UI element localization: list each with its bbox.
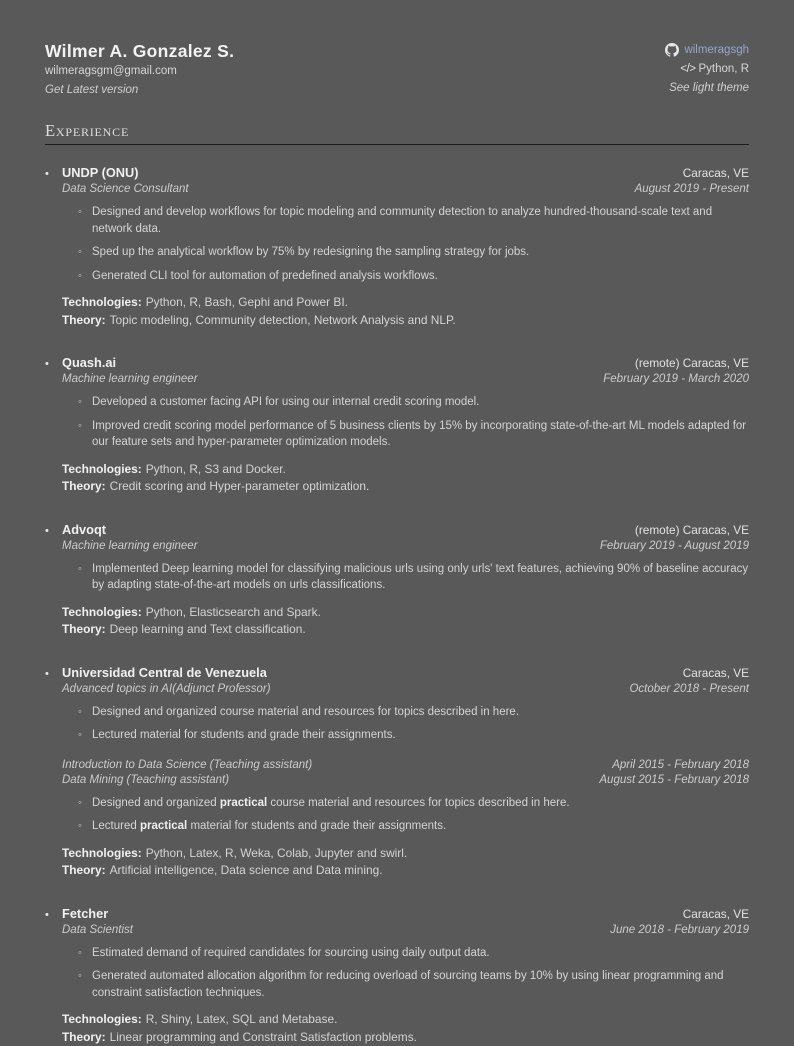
role-dates: August 2019 - Present [635, 182, 749, 197]
company-name: Universidad Central de Venezuela [62, 664, 267, 681]
entry-subsections [45, 923, 749, 1002]
company-name: Fetcher [62, 905, 108, 922]
technologies-value: Python, Elasticsearch and Spark. [146, 605, 321, 619]
achievement-text: Generated automated allocation algorithm for reducing overload of sourcing teams by 10% by using linear programming and constraint satisfaction techniques. [92, 968, 749, 1001]
role-subsection [45, 758, 749, 835]
circle-bullet-icon: ◦ [78, 561, 92, 594]
technologies-line [62, 294, 749, 312]
entry-head [45, 664, 749, 682]
achievement-bullet [45, 244, 749, 261]
role-dates: June 2018 - February 2019 [610, 923, 749, 938]
experience-entry [45, 521, 749, 639]
company-wrap [45, 664, 267, 681]
person-name: Wilmer A. Gonzalez S. [45, 40, 234, 62]
achievement-text: Estimated demand of required candidates for sourcing using daily output data. [92, 945, 490, 962]
entry-meta [45, 604, 749, 639]
circle-bullet-icon: ◦ [78, 727, 92, 744]
achievement-bullet [45, 704, 749, 721]
entry-head [45, 905, 749, 923]
role-title: Machine learning engineer [62, 372, 198, 387]
technologies-label: Technologies: [62, 462, 142, 476]
role-title: Introduction to Data Science (Teaching assistant) [62, 758, 312, 773]
section-title-experience: Experience [45, 121, 749, 145]
technologies-line [62, 604, 749, 622]
achievement-text: Implemented Deep learning model for classifying malicious urls using only urls' text features, achieving 90% of baseline accuracy by adapting state-of-the-art models on urls classifications. [92, 561, 749, 594]
achievement-text: Designed and organized course material and resources for topics described in here. [92, 704, 519, 721]
company-name: Quash.ai [62, 354, 116, 371]
technologies-label: Technologies: [62, 605, 142, 619]
entry-head [45, 354, 749, 372]
technologies-line [62, 845, 749, 863]
github-icon [665, 43, 679, 57]
technologies-value: Python, R, Bash, Gephi and Power BI. [146, 295, 348, 309]
entry-head [45, 521, 749, 539]
company-wrap [45, 354, 116, 371]
role-line [45, 923, 749, 938]
bullet-icon: • [45, 525, 62, 537]
theory-value: Credit scoring and Hyper-parameter optimization. [110, 479, 370, 493]
role-subsection [45, 682, 749, 744]
circle-bullet-icon: ◦ [78, 704, 92, 721]
header-left [45, 40, 234, 99]
circle-bullet-icon: ◦ [78, 818, 92, 835]
header [45, 40, 749, 99]
entry-location: (remote) Caracas, VE [635, 522, 749, 539]
circle-bullet-icon: ◦ [78, 268, 92, 285]
role-line [45, 758, 749, 773]
achievement-text: Lectured material for students and grade their assignments. [92, 727, 396, 744]
entry-subsections [45, 372, 749, 451]
role-subsection [45, 372, 749, 451]
role-line [45, 539, 749, 554]
role-dates: February 2019 - March 2020 [603, 372, 749, 387]
theory-line [62, 1029, 749, 1046]
circle-bullet-icon: ◦ [78, 244, 92, 261]
entry-meta [45, 294, 749, 329]
achievement-text: Improved credit scoring model performance of 5 business clients by 15% by incorporating state-of-the-art ML models adapted for our feature sets and hyper-parameter optimization models. [92, 418, 749, 451]
achievement-bullet [45, 727, 749, 744]
circle-bullet-icon: ◦ [78, 795, 92, 812]
entry-subsections [45, 539, 749, 594]
role-subsection [45, 923, 749, 1002]
role-title: Data Science Consultant [62, 182, 189, 197]
entry-head [45, 164, 749, 182]
technologies-line [62, 1011, 749, 1029]
achievement-text: Sped up the analytical workflow by 75% by redesigning the sampling strategy for jobs. [92, 244, 529, 261]
achievement-text: Designed and develop workflows for topic modeling and community detection to analyze hundred-thousand-scale text and network data. [92, 204, 749, 237]
bullet-icon: • [45, 168, 62, 180]
achievement-text: Designed and organized practical course material and resources for topics described in here. [92, 795, 570, 812]
entry-location: Caracas, VE [683, 165, 749, 182]
bullet-icon: • [45, 668, 62, 680]
theory-value: Artificial intelligence, Data science and Data mining. [110, 863, 383, 877]
entry-location: Caracas, VE [683, 665, 749, 682]
theory-line [62, 862, 749, 880]
achievement-bullet [45, 968, 749, 1001]
entry-meta [45, 845, 749, 880]
role-line [45, 773, 749, 788]
experience-entries [45, 164, 749, 1046]
technologies-value: R, Shiny, Latex, SQL and Metabase. [146, 1012, 338, 1026]
circle-bullet-icon: ◦ [78, 968, 92, 1001]
role-line [45, 372, 749, 387]
achievement-bullet [45, 268, 749, 285]
role-title: Advanced topics in AI(Adjunct Professor) [62, 682, 271, 697]
company-wrap [45, 905, 108, 922]
entry-location: (remote) Caracas, VE [635, 355, 749, 372]
entry-meta [45, 1011, 749, 1046]
bullet-icon: • [45, 909, 62, 921]
github-line [665, 40, 749, 60]
latest-version-link[interactable]: Get Latest version [45, 82, 138, 99]
technologies-label: Technologies: [62, 846, 142, 860]
company-name: Advoqt [62, 521, 106, 538]
achievement-text: Generated CLI tool for automation of predefined analysis workflows. [92, 268, 438, 285]
technologies-label: Technologies: [62, 295, 142, 309]
role-dates: October 2018 - Present [629, 682, 749, 697]
company-wrap [45, 521, 106, 538]
role-dates: February 2019 - August 2019 [600, 539, 749, 554]
achievement-bullet [45, 561, 749, 594]
theory-label: Theory: [62, 313, 106, 327]
theory-label: Theory: [62, 1030, 106, 1044]
role-dates: April 2015 - February 2018 [612, 758, 749, 773]
role-line [45, 182, 749, 197]
technologies-label: Technologies: [62, 1012, 142, 1026]
entry-meta [45, 461, 749, 496]
circle-bullet-icon: ◦ [78, 204, 92, 237]
technologies-value: Python, Latex, R, Weka, Colab, Jupyter and swirl. [146, 846, 408, 860]
light-theme-link[interactable]: See light theme [669, 80, 749, 97]
circle-bullet-icon: ◦ [78, 945, 92, 962]
circle-bullet-icon: ◦ [78, 418, 92, 451]
github-username-link[interactable]: wilmeragsgh [684, 40, 749, 60]
achievement-text: Developed a customer facing API for using our internal credit scoring model. [92, 394, 479, 411]
theory-label: Theory: [62, 863, 106, 877]
company-wrap [45, 164, 139, 181]
role-line [45, 682, 749, 697]
bullet-icon: • [45, 358, 62, 370]
experience-entry [45, 354, 749, 496]
theory-label: Theory: [62, 622, 106, 636]
achievement-bullet [45, 818, 749, 835]
entry-location: Caracas, VE [683, 906, 749, 923]
theory-line [62, 478, 749, 496]
achievement-bullet [45, 204, 749, 237]
theory-line [62, 312, 749, 330]
theory-line [62, 621, 749, 639]
code-icon: </> [680, 63, 695, 75]
experience-entry [45, 905, 749, 1046]
achievement-bullet [45, 945, 749, 962]
role-title: Machine learning engineer [62, 539, 198, 554]
theory-label: Theory: [62, 479, 106, 493]
entry-subsections [45, 182, 749, 284]
achievement-bullet [45, 795, 749, 812]
role-title: Data Mining (Teaching assistant) [62, 773, 229, 788]
company-name: UNDP (ONU) [62, 164, 139, 181]
email-link[interactable]: wilmeragsgm@gmail.com [45, 62, 234, 80]
experience-entry [45, 664, 749, 880]
theory-value: Deep learning and Text classification. [110, 622, 306, 636]
role-subsection [45, 182, 749, 284]
achievement-bullet [45, 394, 749, 411]
role-subsection [45, 539, 749, 594]
theory-value: Linear programming and Constraint Satisfaction problems. [110, 1030, 417, 1044]
technologies-value: Python, R, S3 and Docker. [146, 462, 286, 476]
achievement-bullet [45, 418, 749, 451]
skills-line [665, 60, 749, 78]
experience-entry [45, 164, 749, 329]
technologies-line [62, 461, 749, 479]
header-right [665, 40, 749, 97]
role-dates: August 2015 - February 2018 [599, 773, 749, 788]
entry-subsections [45, 682, 749, 835]
role-title: Data Scientist [62, 923, 133, 938]
achievement-text: Lectured practical material for students and grade their assignments. [92, 818, 446, 835]
skills-text: Python, R [699, 63, 750, 75]
circle-bullet-icon: ◦ [78, 394, 92, 411]
theory-value: Topic modeling, Community detection, Network Analysis and NLP. [110, 313, 456, 327]
